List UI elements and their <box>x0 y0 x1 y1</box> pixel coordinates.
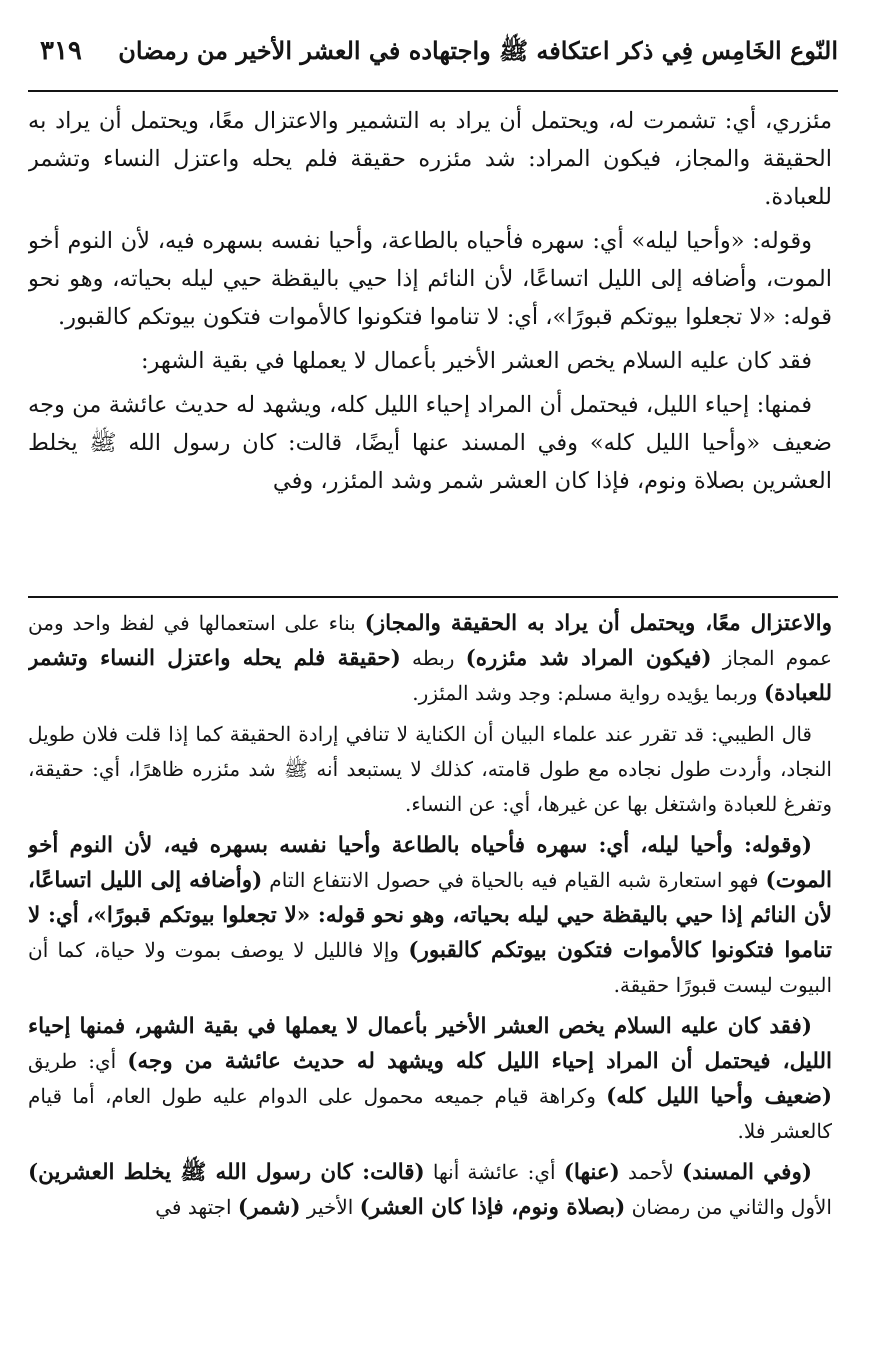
commentary-divider <box>28 596 838 598</box>
commentary-paragraph-4 <box>28 1009 832 1149</box>
commentary-text-run: وربما يؤيده رواية مسلم: وجد وشد المئزر. <box>412 681 764 705</box>
commentary-text-run: فهو استعارة شبه القيام فيه بالحياة في حصول الانتفاع التام <box>262 868 766 892</box>
quoted-text: (فيكون المراد شد مئزره) <box>465 646 712 671</box>
commentary-paragraph-2: قال الطيبي: قد تقرر عند علماء البيان أن الكناية لا تنافي إرادة الحقيقة كما إذا قلت فلان طويل النجاد، وأردت طول نجاده مع طول قامته، كذلك لا يستبعد أنه ﷺ شد مئزره ظاهرًا، أي: حقيقة، وتفرغ للعبادة واشتغل بها عن غيرها، أي: عن النساء. <box>28 722 832 816</box>
quoted-text: (وفي المسند) <box>681 1160 812 1185</box>
commentary-text-run: وإلا فالليل لا يوصف بموت ولا حياة، كما أن البيوت ليست قبورًا حقيقة. <box>28 938 832 997</box>
commentary-text-run: أي: عائشة أنها <box>424 1160 564 1184</box>
quoted-text: (ضعيف وأحيا الليل كله) <box>606 1084 832 1109</box>
main-paragraph-1: مئزري، أي: تشمرت له، ويحتمل أن يراد به التشمير والاعتزال معًا، ويحتمل أن يراد به الحقيقة والمجاز، فيكون المراد: شد مئزره حقيقة فلم يحله واعتزل النساء وتشمر للعبادة. <box>28 108 832 210</box>
quoted-text: (شمر) <box>237 1195 301 1220</box>
commentary-paragraph-5 <box>28 1155 832 1225</box>
commentary-text-run: ربطه <box>400 646 466 670</box>
quoted-text: (قالت: كان رسول الله ﷺ يخلط العشرين) <box>28 1160 425 1185</box>
commentary-text-run: بناء على استعمالها في لفظ واحد ومن عموم المجاز <box>28 611 832 670</box>
commentary-paragraph-3 <box>28 828 832 1003</box>
quoted-text: (حقيقة فلم يحله واعتزل النساء وتشمر للعبادة) <box>28 646 832 706</box>
quoted-text: (وأضافه إلى الليل اتساعًا، لأن النائم إذا حيي باليقظة حيي ليله بحياته، وهو نحو قوله: «لا تجعلوا بيوتكم قبورًا»، أي: لا تناموا فتكونوا كالأموات فتكون بيوتكم كالقبور) <box>28 868 832 963</box>
commentary-text-run: الأول والثاني من رمضان <box>625 1195 832 1219</box>
header-divider <box>28 90 838 92</box>
running-header <box>28 22 838 86</box>
commentary-text-run: لأحمد <box>619 1160 682 1184</box>
quoted-text: (بصلاة ونوم، فإذا كان العشر) <box>359 1195 626 1220</box>
commentary-text <box>28 606 832 1286</box>
main-paragraph-2: وقوله: «وأحيا ليله» أي: سهره فأحياه بالطاعة، وأحيا نفسه بسهره فيه، لأن النوم أخو الموت، وأضافه إلى الليل اتساعًا، لأن النائم إذا حيي باليقظة حيي ليله بحياته، وهو نحو قوله: «لا تجعلوا بيوتكم قبورًا»، أي: لا تناموا فتكونوا كالأموات فتكون بيوتكم كالقبور. <box>28 228 832 330</box>
main-paragraph-3: فقد كان عليه السلام يخص العشر الأخير بأعمال لا يعملها في بقية الشهر: <box>140 348 812 374</box>
commentary-text-run: أي: طريق <box>28 1049 128 1073</box>
page-number: ٣١٩ <box>40 36 82 66</box>
chapter-title: النّوع الخَامِس فِي ذكر اعتكافه ﷺ واجتهاده في العشر الأخير من رمضان <box>118 36 838 65</box>
main-text <box>28 102 832 590</box>
commentary-text-run: الأخير <box>300 1195 360 1219</box>
commentary-text-run: وكراهة قيام جميعه محمول على الدوام عليه طول العام، أما قيام كالعشر فلا. <box>28 1084 832 1143</box>
commentary-paragraph-1 <box>28 606 832 711</box>
quoted-text: (عنها) <box>563 1160 620 1185</box>
main-paragraph-4: فمنها: إحياء الليل، فيحتمل أن المراد إحياء الليل كله، ويشهد له حديث عائشة من وجه ضعيف «وأحيا الليل كله» وفي المسند عنها أيضًا، قالت: كان رسول الله ﷺ يخلط العشرين بصلاة ونوم، فإذا كان العشر شمر وشد المئزر، وفي <box>28 392 832 494</box>
quoted-text: والاعتزال معًا، ويحتمل أن يراد به الحقيقة والمجاز) <box>364 611 832 636</box>
quoted-text: (وقوله: وأحيا ليله، أي: سهره فأحياه بالطاعة وأحيا نفسه بسهره فيه، لأن النوم أخو الموت) <box>28 833 832 893</box>
commentary-text-run: اجتهد في <box>155 1195 238 1219</box>
quoted-text: (فقد كان عليه السلام يخص العشر الأخير بأعمال لا يعملها في بقية الشهر، فمنها إحياء الليل، فيحتمل أن المراد إحياء الليل كله ويشهد له حديث عائشة من وجه) <box>28 1014 832 1074</box>
